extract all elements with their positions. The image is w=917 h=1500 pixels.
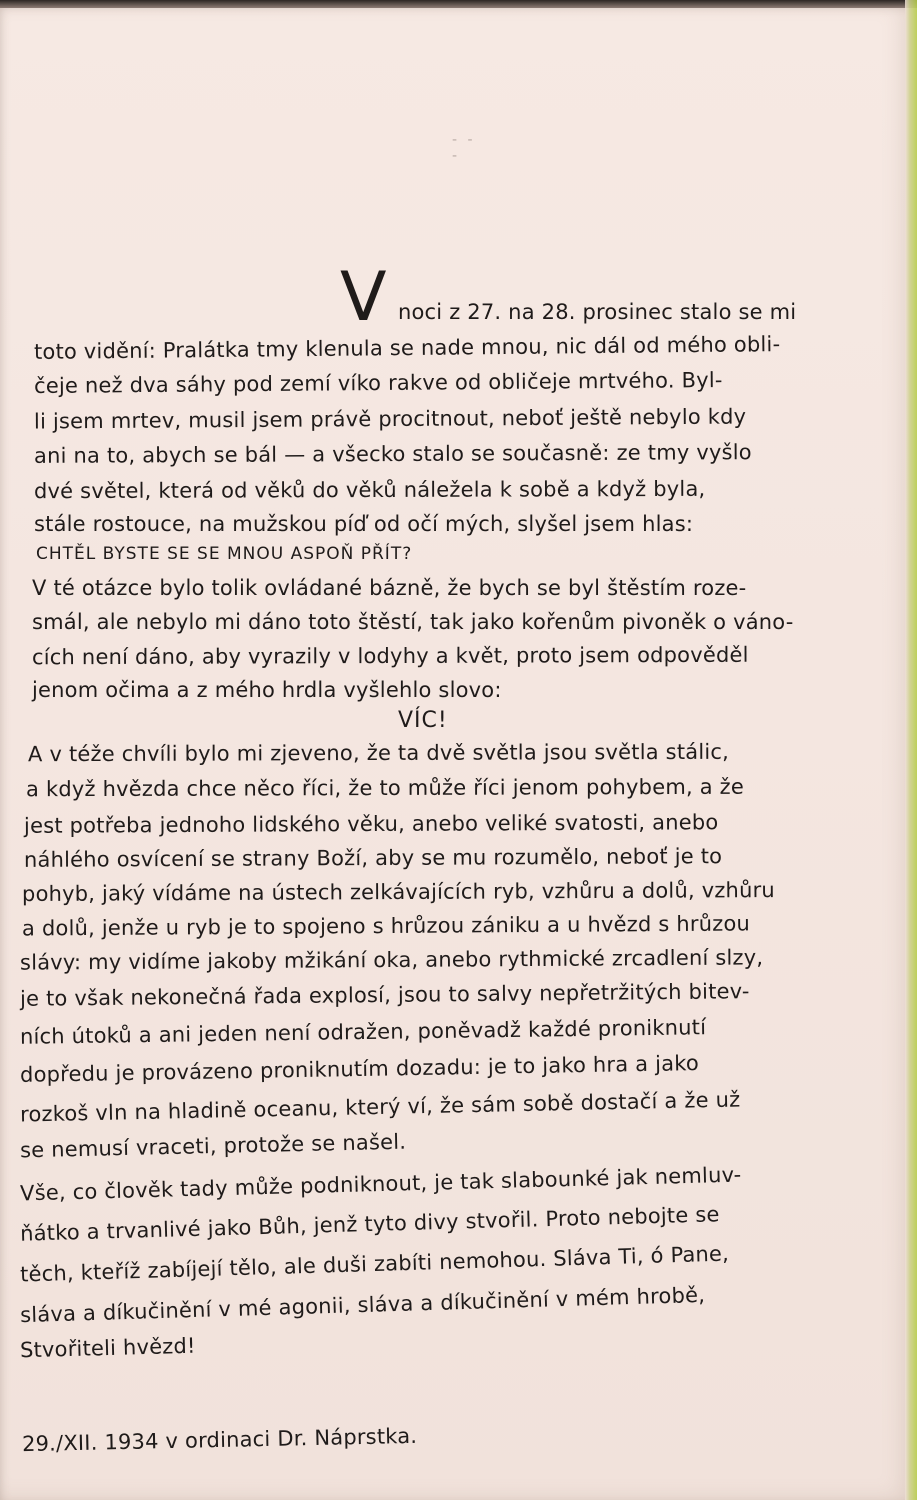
text-line: těch, kteříž zabíjejí tělo, ale duši zabíti nemohou. Sláva Ti, ó Pane, (19, 1241, 730, 1287)
text-line: náhlého osvícení se strany Boží, aby se mu rozumělo, neboť je to (23, 844, 723, 872)
page-mark: - - - (452, 132, 476, 164)
text-line: V té otázce bylo tolik ovládané bázně, že bych se byl štěstím roze- (32, 576, 747, 600)
text-line: toto vidění: Pralátka tmy klenula se nade mnou, nic dál od mého obli- (33, 332, 781, 364)
text-line: ani na to, abych se bál — a všecko stalo se současně: ze tmy vyšlo (33, 440, 752, 468)
text-line: dvé světel, která od věků do věků náležela k sobě a když byla, (33, 476, 706, 504)
text-line: cích není dáno, aby vyrazily v lodyhy a květ, proto jsem odpověděl (31, 642, 749, 670)
answer-heading: VÍC! (398, 708, 448, 733)
page-right-edge (905, 0, 917, 1500)
text-line: čeje než dva sáhy pod zemí víko rakve od obličeje mrtvého. Byl- (33, 367, 723, 399)
text-line: stále rostouce, na mužskou píď od očí mých, slyšel jsem hlas: (34, 512, 694, 536)
text-line: a když hvězda chce něco říci, že to může říci jenom pohybem, a že (25, 774, 745, 802)
first-line: noci z 27. na 28. prosinec stalo se mi (398, 300, 797, 324)
text-line: je to však nekonečná řada explosí, jsou to salvy nepřetržitých bitev- (19, 979, 750, 1011)
text-line: rozkoš vln na hladině oceanu, který ví, že sám sobě dostačí a že už (19, 1087, 741, 1127)
text-line: jenom očima a z mého hrdla vyšlehlo slovo: (32, 678, 502, 702)
text-line: a dolů, jenže u ryb je to spojeno s hrůzou zániku a u hvězd s hrůzou (21, 911, 751, 941)
page-top-edge (0, 0, 917, 8)
text-line: li jsem mrtev, musil jsem právě procitnout, neboť ještě nebylo kdy (33, 404, 747, 434)
text-line: ních útoků a ani jeden není odražen, poněvadž každé proniknutí (19, 1015, 707, 1049)
text-line: smál, ale nebylo mi dáno toto štěstí, tak jako kořenům pivoněk o váno- (32, 610, 794, 634)
text-line: A v téže chvíli bylo mi zjeveno, že ta dvě světla jsou světla stálic, (27, 739, 730, 767)
text-line: dopředu je provázeno proniknutím dozadu: je to jako hra a jako (19, 1051, 700, 1087)
text-line: Vše, co člověk tady může podniknout, je tak slabounké jak nemluv- (19, 1162, 742, 1206)
drop-cap: V (340, 258, 387, 337)
text-line: pohyb, jaký vídáme na ústech zelkávajících ryb, vzhůru a dolů, vzhůru (21, 878, 775, 906)
text-line: slávy: my vidíme jakoby mžikání oka, anebo rythmické zrcadlení slzy, (19, 945, 764, 975)
text-line: jest potřeba jednoho lidského věku, anebo veliké svatosti, anebo (23, 810, 719, 838)
text-line: ňátko a trvanlivé jako Bůh, jenž tyto divy stvořil. Proto nebojte se (19, 1202, 720, 1246)
text-line: sláva a díkučinění v mé agonii, sláva a díkučinění v mém hrobě, (19, 1282, 706, 1328)
text-line: Stvořiteli hvězd! (19, 1333, 196, 1363)
question-line: CHTĚL BYSTE SE SE MNOU ASPOŇ PŘÍT? (36, 544, 413, 564)
signature-line: 29./XII. 1934 v ordinaci Dr. Náprstka. (21, 1423, 418, 1457)
text-line: se nemusí vraceti, protože se našel. (19, 1129, 407, 1163)
